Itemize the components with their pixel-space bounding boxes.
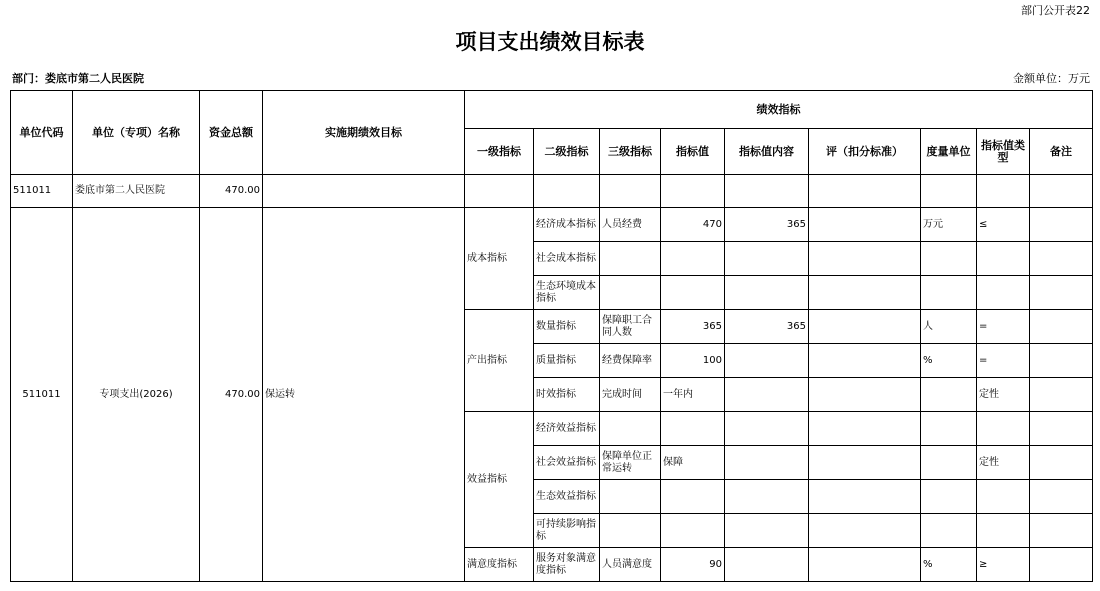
level3-cell: 保障职工合同人数 bbox=[600, 310, 661, 344]
unit-cell bbox=[921, 242, 977, 276]
type-cell bbox=[977, 276, 1030, 310]
header-value-type: 指标值类型 bbox=[977, 129, 1030, 175]
page-title: 项目支出绩效目标表 bbox=[455, 29, 645, 54]
criteria-cell bbox=[809, 514, 921, 548]
value-cell bbox=[661, 242, 725, 276]
unit-cell: 人 bbox=[921, 310, 977, 344]
level2-cell: 时效指标 bbox=[534, 378, 600, 412]
remark-cell bbox=[1030, 514, 1093, 548]
type-cell: 定性 bbox=[977, 378, 1030, 412]
content-cell bbox=[725, 446, 809, 480]
level2-cell: 生态环境成本指标 bbox=[534, 276, 600, 310]
value-cell bbox=[661, 514, 725, 548]
criteria-cell bbox=[809, 242, 921, 276]
criteria-cell bbox=[809, 208, 921, 242]
project-amount: 470.00 bbox=[200, 208, 263, 582]
value-cell bbox=[661, 480, 725, 514]
level3-cell bbox=[600, 412, 661, 446]
level2-cell: 质量指标 bbox=[534, 344, 600, 378]
value-cell: 470 bbox=[661, 208, 725, 242]
project-goal: 保运转 bbox=[263, 208, 465, 582]
remark-cell bbox=[1030, 344, 1093, 378]
level3-cell: 人员满意度 bbox=[600, 548, 661, 582]
header-remark: 备注 bbox=[1030, 129, 1093, 175]
unit-cell: % bbox=[921, 344, 977, 378]
unit-cell bbox=[921, 378, 977, 412]
value-cell: 保障 bbox=[661, 446, 725, 480]
remark-cell bbox=[1030, 242, 1093, 276]
level1-output: 产出指标 bbox=[465, 310, 534, 412]
type-cell bbox=[977, 412, 1030, 446]
level1-benefit: 效益指标 bbox=[465, 412, 534, 548]
type-cell: 定性 bbox=[977, 446, 1030, 480]
criteria-cell bbox=[809, 480, 921, 514]
remark-cell bbox=[1030, 446, 1093, 480]
level3-cell: 经费保障率 bbox=[600, 344, 661, 378]
content-cell bbox=[725, 276, 809, 310]
remark-cell bbox=[1030, 548, 1093, 582]
criteria-cell bbox=[809, 310, 921, 344]
criteria-cell bbox=[809, 446, 921, 480]
content-cell bbox=[725, 480, 809, 514]
level2-cell: 服务对象满意度指标 bbox=[534, 548, 600, 582]
remark-cell bbox=[1030, 412, 1093, 446]
summary-name: 娄底市第二人民医院 bbox=[73, 175, 200, 208]
unit-cell: % bbox=[921, 548, 977, 582]
content-cell: 365 bbox=[725, 310, 809, 344]
type-cell bbox=[977, 514, 1030, 548]
unit-cell bbox=[921, 446, 977, 480]
type-cell: ≥ bbox=[977, 548, 1030, 582]
unit-cell bbox=[921, 480, 977, 514]
level2-cell: 可持续影响指标 bbox=[534, 514, 600, 548]
level2-cell: 生态效益指标 bbox=[534, 480, 600, 514]
header-level3: 三级指标 bbox=[600, 129, 661, 175]
unit-cell bbox=[921, 412, 977, 446]
level1-cost: 成本指标 bbox=[465, 208, 534, 310]
type-cell: = bbox=[977, 310, 1030, 344]
type-cell: ≤ bbox=[977, 208, 1030, 242]
value-cell bbox=[661, 412, 725, 446]
level2-cell: 经济成本指标 bbox=[534, 208, 600, 242]
value-cell bbox=[661, 276, 725, 310]
content-cell bbox=[725, 344, 809, 378]
content-cell bbox=[725, 378, 809, 412]
level2-cell: 社会效益指标 bbox=[534, 446, 600, 480]
department-label: 部门：娄底市第二人民医院 bbox=[12, 72, 144, 85]
performance-target-table bbox=[10, 90, 1093, 582]
criteria-cell bbox=[809, 276, 921, 310]
level2-cell: 经济效益指标 bbox=[534, 412, 600, 446]
header-level2: 二级指标 bbox=[534, 129, 600, 175]
type-cell bbox=[977, 242, 1030, 276]
header-level1: 一级指标 bbox=[465, 129, 534, 175]
remark-cell bbox=[1030, 310, 1093, 344]
remark-cell bbox=[1030, 480, 1093, 514]
content-cell bbox=[725, 242, 809, 276]
form-number: 部门公开表22 bbox=[1021, 4, 1090, 17]
content-cell bbox=[725, 548, 809, 582]
summary-amount: 470.00 bbox=[200, 175, 263, 208]
content-cell bbox=[725, 412, 809, 446]
content-cell bbox=[725, 514, 809, 548]
level3-cell bbox=[600, 514, 661, 548]
header-value: 指标值 bbox=[661, 129, 725, 175]
criteria-cell bbox=[809, 344, 921, 378]
level3-cell bbox=[600, 480, 661, 514]
unit-cell bbox=[921, 276, 977, 310]
level3-cell: 保障单位正常运转 bbox=[600, 446, 661, 480]
amount-unit-label: 金额单位：万元 bbox=[1013, 72, 1090, 85]
header-unit-code: 单位代码 bbox=[11, 91, 73, 175]
header-total-funds: 资金总额 bbox=[200, 91, 263, 175]
project-name: 专项支出(2026) bbox=[73, 208, 200, 582]
header-measure-unit: 度量单位 bbox=[921, 129, 977, 175]
header-indicators: 绩效指标 bbox=[465, 91, 1093, 129]
summary-code: 511011 bbox=[11, 175, 73, 208]
criteria-cell bbox=[809, 548, 921, 582]
level3-cell bbox=[600, 276, 661, 310]
level2-cell: 社会成本指标 bbox=[534, 242, 600, 276]
type-cell bbox=[977, 480, 1030, 514]
summary-row bbox=[11, 175, 1093, 208]
level2-cell: 数量指标 bbox=[534, 310, 600, 344]
header-goal: 实施期绩效目标 bbox=[263, 91, 465, 175]
table-row bbox=[11, 208, 1093, 242]
content-cell: 365 bbox=[725, 208, 809, 242]
level3-cell: 人员经费 bbox=[600, 208, 661, 242]
unit-cell: 万元 bbox=[921, 208, 977, 242]
criteria-cell bbox=[809, 412, 921, 446]
remark-cell bbox=[1030, 378, 1093, 412]
value-cell: 100 bbox=[661, 344, 725, 378]
level3-cell: 完成时间 bbox=[600, 378, 661, 412]
unit-cell bbox=[921, 514, 977, 548]
header-criteria: 评（扣分标准） bbox=[809, 129, 921, 175]
criteria-cell bbox=[809, 378, 921, 412]
header-unit-name: 单位（专项）名称 bbox=[73, 91, 200, 175]
remark-cell bbox=[1030, 276, 1093, 310]
project-code: 511011 bbox=[11, 208, 73, 582]
level3-cell bbox=[600, 242, 661, 276]
value-cell: 90 bbox=[661, 548, 725, 582]
header-content: 指标值内容 bbox=[725, 129, 809, 175]
type-cell: = bbox=[977, 344, 1030, 378]
remark-cell bbox=[1030, 208, 1093, 242]
value-cell: 365 bbox=[661, 310, 725, 344]
value-cell: 一年内 bbox=[661, 378, 725, 412]
level1-satisfaction: 满意度指标 bbox=[465, 548, 534, 582]
